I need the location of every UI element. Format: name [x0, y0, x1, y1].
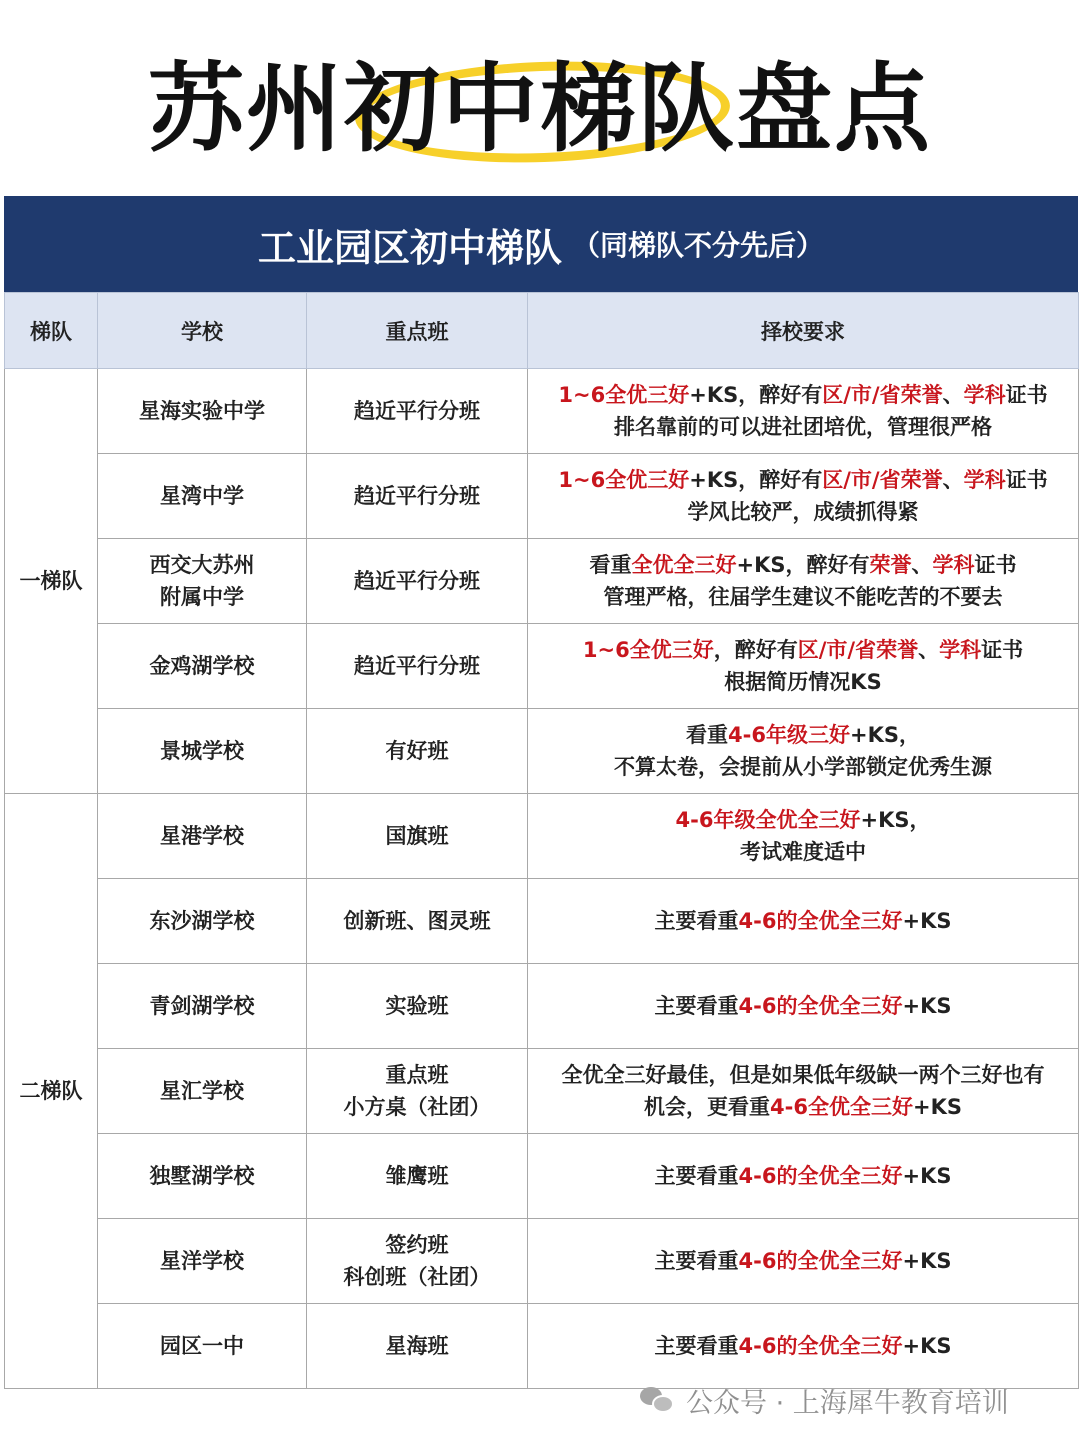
table-row: [5, 369, 1079, 454]
requirement-line: [532, 804, 1074, 836]
requirement-line: [532, 496, 1074, 528]
requirement-highlight: 1~6全优三好: [558, 468, 690, 492]
key-class: [307, 369, 528, 454]
table-row: [5, 1049, 1079, 1134]
key-class-line: 实验班: [385, 994, 449, 1018]
requirement-line: [532, 1091, 1074, 1123]
requirement-cell: [528, 709, 1079, 794]
key-class: [307, 709, 528, 794]
requirement-highlight: 学科: [939, 638, 982, 662]
key-class-line: 国旗班: [385, 824, 449, 848]
header-tier: 梯队: [5, 293, 98, 369]
requirement-text: 、: [918, 638, 940, 662]
school-name: [98, 1219, 307, 1304]
school-name-line: 金鸡湖学校: [149, 654, 255, 678]
requirement-highlight: 4-6年级三好: [728, 723, 850, 747]
key-class-line: 创新班、图灵班: [343, 909, 491, 933]
watermark: [640, 1380, 1009, 1420]
requirement-line: [532, 666, 1074, 698]
requirement-cell: [528, 1049, 1079, 1134]
school-name-line: 星洋学校: [160, 1249, 244, 1273]
requirement-line: [532, 836, 1074, 868]
requirement-cell: [528, 624, 1079, 709]
requirement-line: [532, 1160, 1074, 1192]
requirement-line: [532, 549, 1074, 581]
requirement-text: +KS: [902, 1334, 952, 1358]
school-name-line: 附属中学: [160, 585, 244, 609]
tier-table-card: [4, 196, 1078, 1389]
school-name-line: 星湾中学: [160, 484, 244, 508]
requirement-highlight: 学科: [963, 468, 1006, 492]
key-class-line: 趋近平行分班: [354, 484, 480, 508]
school-name-line: 青剑湖学校: [149, 994, 255, 1018]
school-name-line: 星港学校: [160, 824, 244, 848]
requirement-line: [532, 990, 1074, 1022]
requirement-cell: [528, 454, 1079, 539]
requirement-cell: [528, 1134, 1079, 1219]
requirement-line: [532, 1330, 1074, 1362]
requirement-text: 根据简历情况KS: [724, 670, 882, 694]
watermark-text: 公众号 · 上海犀牛教育培训: [686, 1387, 1009, 1419]
requirement-text: ，醉好有: [713, 638, 798, 662]
requirement-text: 主要看重: [654, 994, 739, 1018]
requirement-highlight: 1~6全优三好: [558, 383, 690, 407]
key-class-line: 星海班: [385, 1334, 449, 1358]
requirement-highlight: 4-6的全优全三好: [738, 994, 903, 1018]
requirement-text: 不算太卷，会提前从小学部锁定优秀生源: [614, 755, 992, 779]
requirement-highlight: 4-6的全优全三好: [738, 1334, 903, 1358]
requirement-line: [532, 464, 1074, 496]
requirement-highlight: 4-6的全优全三好: [738, 1249, 903, 1273]
requirement-highlight: 4-6年级全优全三好: [675, 808, 861, 832]
requirement-highlight: 学科: [963, 383, 1006, 407]
requirement-text: +KS: [902, 909, 952, 933]
requirement-text: 证书: [974, 553, 1017, 577]
key-class-line: 科创班（社团）: [343, 1265, 491, 1289]
key-class: [307, 1219, 528, 1304]
school-name-line: 景城学校: [160, 739, 244, 763]
requirement-text: 、: [942, 383, 964, 407]
requirement-highlight: 1~6全优三好: [582, 638, 714, 662]
table-row: [5, 879, 1079, 964]
requirement-text: 主要看重: [654, 1249, 739, 1273]
header-school: 学校: [98, 293, 307, 369]
table-header-row: [5, 293, 1079, 369]
requirement-cell: [528, 794, 1079, 879]
requirement-text: +KS: [902, 1249, 952, 1273]
key-class: [307, 539, 528, 624]
table-row: [5, 539, 1079, 624]
requirement-cell: [528, 1304, 1079, 1389]
table-body: [5, 369, 1079, 1389]
requirement-cell: [528, 964, 1079, 1049]
requirement-cell: [528, 539, 1079, 624]
requirement-text: 看重: [686, 723, 729, 747]
key-class: [307, 1049, 528, 1134]
requirement-line: [532, 719, 1074, 751]
requirement-line: [532, 1245, 1074, 1277]
requirement-highlight: 荣誉: [869, 553, 912, 577]
requirement-cell: [528, 369, 1079, 454]
requirement-text: +KS，醉好有: [689, 468, 823, 492]
requirement-text: +KS: [912, 1095, 962, 1119]
requirement-line: [532, 905, 1074, 937]
requirement-line: [532, 411, 1074, 443]
requirement-text: +KS: [902, 994, 952, 1018]
requirement-text: 全优全三好最佳，但是如果低年级缺一两个三好也有: [561, 1063, 1045, 1087]
requirement-text: 主要看重: [654, 1334, 739, 1358]
school-name: [98, 1049, 307, 1134]
requirement-highlight: 区/市/省荣誉: [797, 638, 919, 662]
requirement-highlight: 4-6全优全三好: [770, 1095, 913, 1119]
requirement-cell: [528, 879, 1079, 964]
school-name-line: 园区一中: [160, 1334, 244, 1358]
table-row: [5, 964, 1079, 1049]
key-class: [307, 879, 528, 964]
requirement-text: 主要看重: [654, 1164, 739, 1188]
school-name-line: 星海实验中学: [139, 399, 265, 423]
key-class: [307, 624, 528, 709]
requirement-line: [532, 379, 1074, 411]
key-class-line: 签约班: [385, 1233, 449, 1257]
school-name-line: 星汇学校: [160, 1079, 244, 1103]
school-name: [98, 539, 307, 624]
table-row: [5, 1304, 1079, 1389]
requirement-cell: [528, 1219, 1079, 1304]
requirement-highlight: 区/市/省荣誉: [822, 468, 943, 492]
key-class-line: 重点班: [385, 1063, 449, 1087]
table-banner: [4, 196, 1078, 292]
requirement-line: [532, 581, 1074, 613]
school-name: [98, 964, 307, 1049]
requirement-text: +KS，: [849, 723, 920, 747]
key-class: [307, 964, 528, 1049]
key-class: [307, 1134, 528, 1219]
requirement-line: [532, 634, 1074, 666]
key-class: [307, 794, 528, 879]
school-name: [98, 369, 307, 454]
key-class-line: 趋近平行分班: [354, 654, 480, 678]
key-class: [307, 454, 528, 539]
table-row: [5, 794, 1079, 879]
requirement-text: 学风比较严，成绩抓得紧: [687, 500, 919, 524]
tier-cell: 二梯队: [5, 794, 98, 1389]
requirement-highlight: 全优全三好: [631, 553, 737, 577]
school-name: [98, 794, 307, 879]
table-row: [5, 454, 1079, 539]
requirement-text: 、: [942, 468, 964, 492]
key-class-line: 雏鹰班: [385, 1164, 449, 1188]
key-class-line: 趋近平行分班: [354, 569, 480, 593]
requirement-line: [532, 751, 1074, 783]
requirement-text: +KS: [902, 1164, 952, 1188]
school-name-line: 西交大苏州: [149, 553, 255, 577]
banner-title: 工业园区初中梯队: [257, 225, 562, 270]
school-name: [98, 709, 307, 794]
tier-cell: 一梯队: [5, 369, 98, 794]
key-class: [307, 1304, 528, 1389]
wechat-icon: [640, 1385, 676, 1415]
requirement-text: 主要看重: [654, 909, 739, 933]
requirement-text: 看重: [589, 553, 632, 577]
requirement-text: +KS，醉好有: [689, 383, 823, 407]
requirement-text: 排名靠前的可以进社团培优，管理很严格: [614, 415, 992, 439]
table-row: [5, 1219, 1079, 1304]
key-class-line: 小方桌（社团）: [343, 1095, 491, 1119]
requirement-text: 、: [911, 553, 933, 577]
key-class-line: 有好班: [385, 739, 449, 763]
school-name: [98, 879, 307, 964]
requirement-text: +KS，: [860, 808, 931, 832]
table-row: [5, 1134, 1079, 1219]
requirement-line: [532, 1059, 1074, 1091]
school-name: [98, 1304, 307, 1389]
school-name-line: 东沙湖学校: [149, 909, 255, 933]
title-area: [0, 40, 1080, 180]
tier-table: [4, 292, 1079, 1389]
table-row: [5, 709, 1079, 794]
school-name: [98, 454, 307, 539]
requirement-text: 证书: [981, 638, 1024, 662]
school-name-line: 独墅湖学校: [149, 1164, 255, 1188]
requirement-text: 管理严格，往届学生建议不能吃苦的不要去: [603, 585, 1003, 609]
requirement-text: +KS，醉好有: [736, 553, 870, 577]
requirement-highlight: 学科: [932, 553, 975, 577]
requirement-highlight: 区/市/省荣誉: [822, 383, 943, 407]
requirement-highlight: 4-6的全优全三好: [738, 1164, 903, 1188]
requirement-text: 考试难度适中: [740, 840, 866, 864]
school-name: [98, 624, 307, 709]
page-title: 苏州初中梯队盘点: [148, 53, 932, 165]
banner-note: （同梯队不分先后）: [572, 229, 825, 262]
requirement-text: 证书: [1005, 383, 1048, 407]
header-requirements: 择校要求: [528, 293, 1079, 369]
key-class-line: 趋近平行分班: [354, 399, 480, 423]
requirement-text: 机会，更看重: [644, 1095, 771, 1119]
school-name: [98, 1134, 307, 1219]
table-row: [5, 624, 1079, 709]
requirement-text: 证书: [1005, 468, 1048, 492]
requirement-highlight: 4-6的全优全三好: [738, 909, 903, 933]
header-key-class: 重点班: [307, 293, 528, 369]
